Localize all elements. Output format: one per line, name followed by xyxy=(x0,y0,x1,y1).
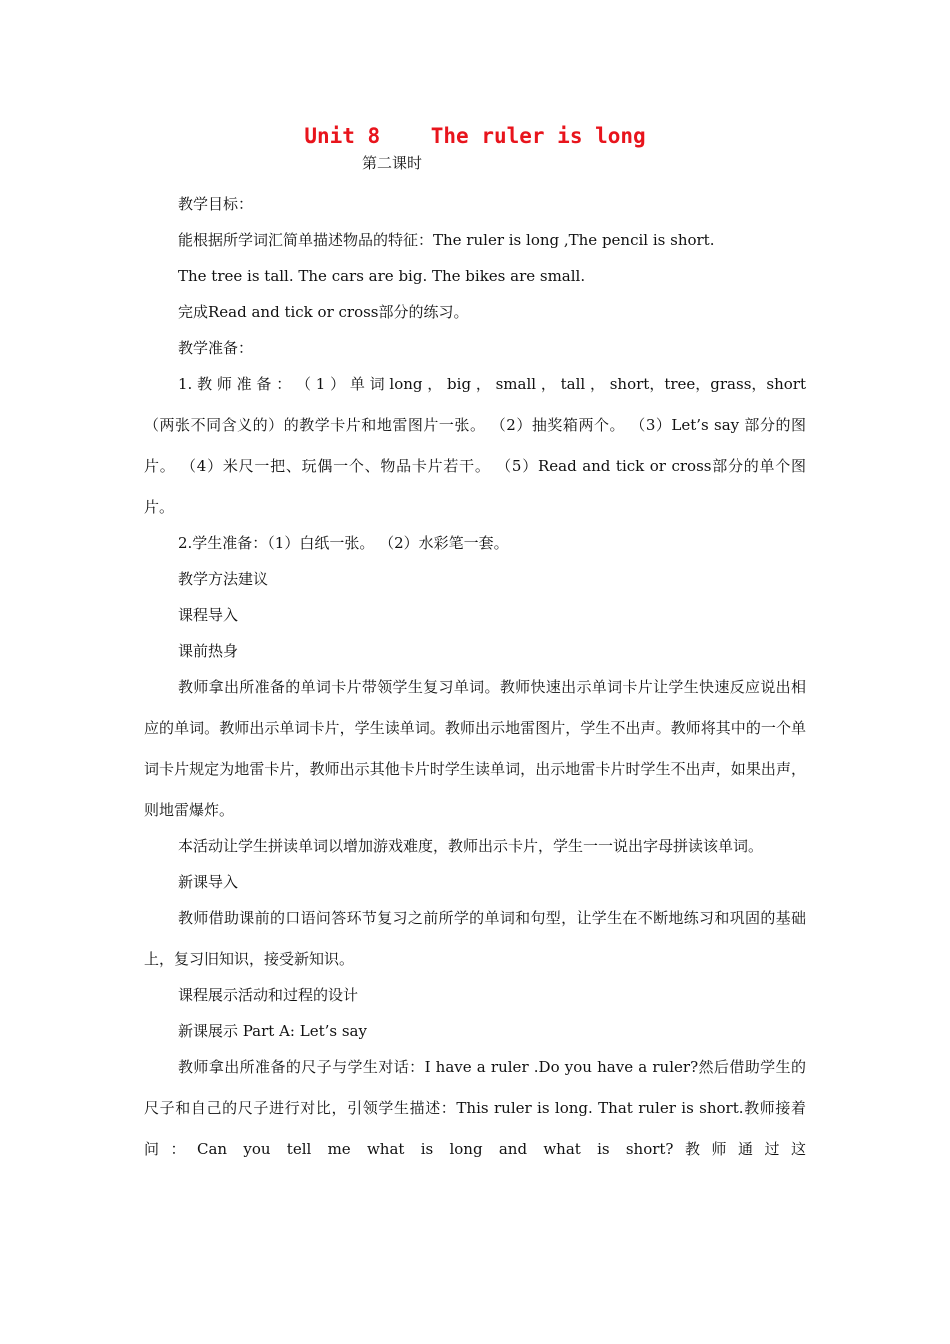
heading-teaching-preparation: 教学准备： xyxy=(178,339,254,357)
document-title: Unit 8 The ruler is long xyxy=(304,124,646,148)
paragraph-teacher-preparation: 1. 教 师 准 备 ： （ 1 ） 单 词 long ， big ， small ， tall ， short，tree，grass，short（两张不同含义的）的教学卡片和地雷图片一张。 （2）抽奖箱两个。 （3）Let’s say 部分的图片。 （4）米尺一把、玩偶一个、物品卡片若干。 （5）Read and tick or cross部分的单个图片。 xyxy=(144,375,806,516)
heading-lesson-intro: 课程导入 xyxy=(178,606,239,624)
heading-part-a: 新课展示 Part A: Let’s say xyxy=(178,1022,367,1040)
paragraph-part-a: 教师拿出所准备的尺子与学生对话：I have a ruler .Do you have a ruler?然后借助学生的尺子和自己的尺子进行对比，引领学生描述：This ruler is long. That ruler is short.教师接着问：Can you tell me what is long and what is short?教师通过这 xyxy=(144,1058,806,1158)
paragraph-goal-1: 能根据所学词汇简单描述物品的特征：The ruler is long ,The pencil is short. xyxy=(178,231,715,249)
paragraph-new-lesson-intro: 教师借助课前的口语问答环节复习之前所学的单词和句型，让学生在不断地练习和巩固的基础上，复习旧知识，接受新知识。 xyxy=(144,909,806,968)
paragraph-warm-up: 教师拿出所准备的单词卡片带领学生复习单词。教师快速出示单词卡片让学生快速反应说出相应的单词。教师出示单词卡片，学生读单词。教师出示地雷图片，学生不出声。教师将其中的一个单词卡片规定为地雷卡片，教师出示其他卡片时学生读单词，出示地雷卡片时学生不出声，如果出声，则地雷爆炸。 xyxy=(144,678,806,819)
paragraph-spelling-activity: 本活动让学生拼读单词以增加游戏难度，教师出示卡片，学生一一说出字母拼读该单词。 xyxy=(178,837,764,855)
paragraph-student-preparation: 2.学生准备：（1）白纸一张。 （2）水彩笔一套。 xyxy=(178,534,509,552)
heading-new-lesson-intro: 新课导入 xyxy=(178,873,239,891)
heading-activity-design: 课程展示活动和过程的设计 xyxy=(178,986,359,1004)
document-body xyxy=(144,184,806,1165)
heading-warm-up: 课前热身 xyxy=(178,642,239,660)
heading-teaching-methods: 教学方法建议 xyxy=(178,570,269,588)
lesson-period: 第二课时 xyxy=(362,154,423,172)
heading-teaching-goals: 教学目标： xyxy=(178,195,254,213)
paragraph-goal-2: The tree is tall. The cars are big. The bikes are small. xyxy=(178,267,586,285)
paragraph-goal-3: 完成Read and tick or cross部分的练习。 xyxy=(178,303,469,321)
